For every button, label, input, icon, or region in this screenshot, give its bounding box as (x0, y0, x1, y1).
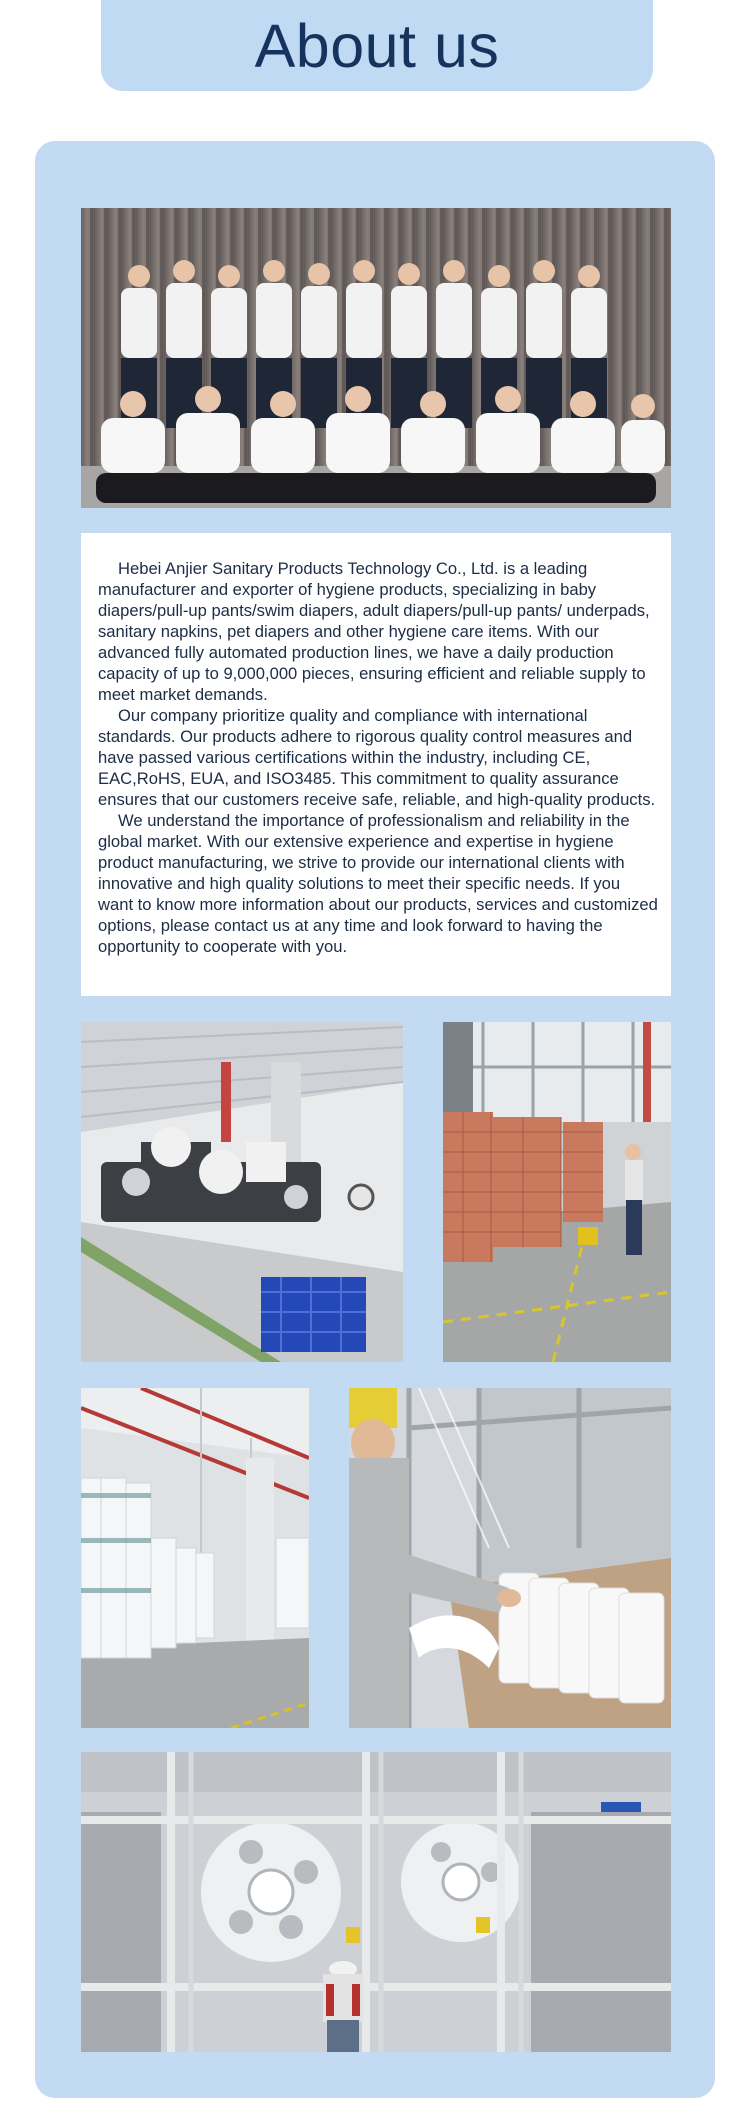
worker-inspecting-diapers-photo (349, 1388, 671, 1728)
team-photo (81, 208, 671, 508)
production-machine-photo (81, 1022, 403, 1362)
title-banner (101, 0, 653, 91)
production-line-photo (81, 1752, 671, 2052)
about-paragraph-1: Hebei Anjier Sanitary Products Technology Co., Ltd. is a leading manufacturer and exporter of hygiene products, specializing in baby diapers/pull-up pants/swim diapers, adult diapers/pull-up pants/ underpads, sanitary napkins, pet diapers and other hygiene care items. With our advanced fully automated production lines, we have a daily production capacity of up to 9,000,000 pieces, ensuring efficient and reliable supply to meet market demands. (98, 559, 650, 704)
about-paragraph-3: We understand the importance of professionalism and reliability in the global market. With our extensive experience and expertise in hygiene product manufacturing, we strive to provide our international clients with innovative and high quality solutions to meet their specific needs. If you want to know more information about our products, services and customized options, please contact us at any time and look forward to having the opportunity to cooperate with you. (98, 811, 658, 956)
about-paragraph-2: Our company prioritize quality and compliance with international standards. Our products adhere to rigorous quality control measures and have passed various certifications within the industry, including CE, EAC,RoHS, EUA, and ISO3485. This commitment to quality assurance ensures that our customers receive safe, reliable, and high-quality products. (98, 706, 656, 809)
about-text-box (81, 533, 671, 996)
warehouse-boxes-photo (443, 1022, 671, 1362)
warehouse-rolls-photo (81, 1388, 309, 1728)
page-title: About us (254, 11, 500, 80)
